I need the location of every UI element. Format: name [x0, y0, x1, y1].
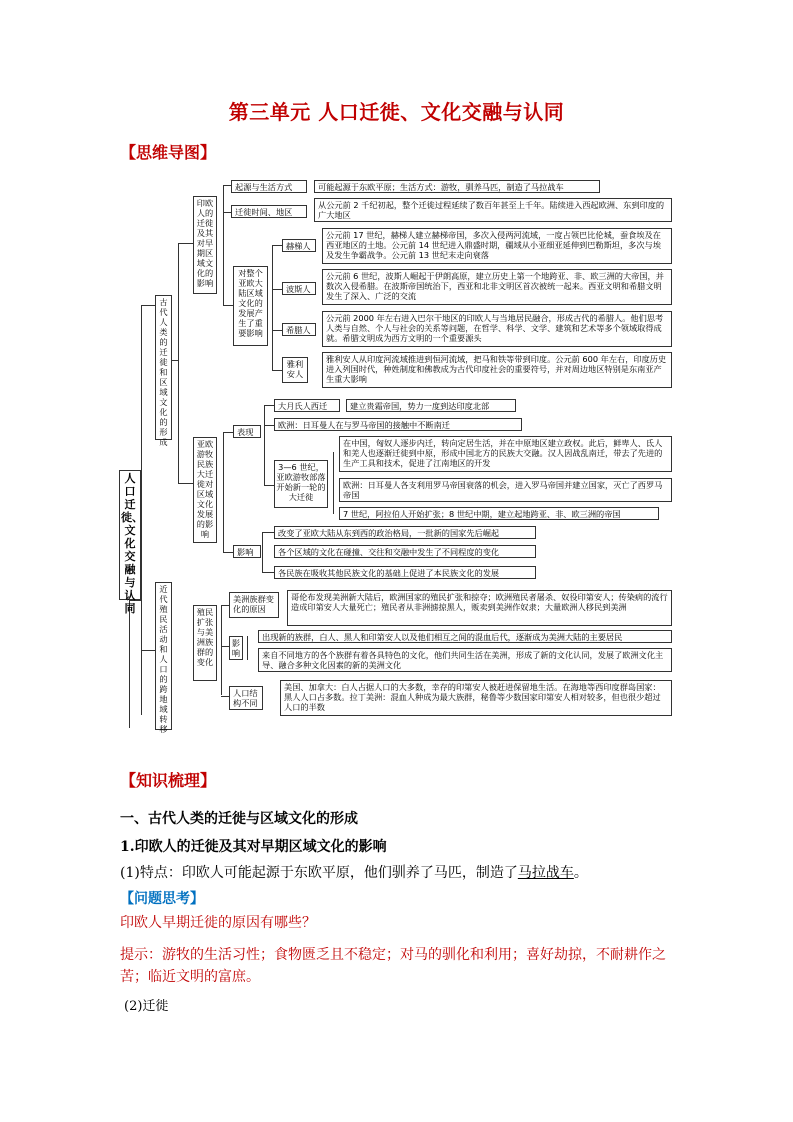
wave-arab-text: 7 世纪，阿拉伯人开始扩张；8 世纪中期，建立起地跨亚、非、欧三洲的帝国 — [339, 507, 659, 520]
performance-label: 表现 — [233, 425, 261, 438]
branch-ancient-migration: 古代人类的迁徙和区域文化的形成 — [155, 295, 172, 440]
connector — [262, 572, 274, 573]
connector — [141, 305, 142, 715]
impact-1: 改变了亚欧大陆从东到西的政治格局，一批新的国家先后崛起 — [274, 526, 536, 539]
connector — [221, 605, 229, 606]
origin-text: 可能起源于东欧平原；生活方式：游牧，驯养马匹，制造了马拉战车 — [314, 180, 600, 193]
effect-label: 影响 — [229, 636, 243, 660]
indo-european-node: 印欧人的迁徙及其对早期区域文化的影响 — [193, 196, 217, 294]
effect-1: 出现新的族群，白人、黑人和印第安人以及他们相互之间的混血后代，逐渐成为美洲大陆的主要居民 — [258, 630, 672, 643]
connector — [141, 305, 155, 306]
connector — [264, 405, 265, 485]
yuezhi-text: 建立贵霜帝国，势力一度到达印度北部 — [346, 399, 516, 412]
aryan-text: 雅利安人从印度河流域推进到恒河流域，把马和铁等带到印度。公元前 600 年左右，印度历史进入列国时代，种姓制度和佛教成为古代印度社会的重要符号，并对周边地区特别是东南亚产生重大影响 — [322, 352, 672, 388]
connector — [333, 452, 334, 514]
wave-europe-text: 欧洲：日耳曼人各支利用罗马帝国衰落的机会，进入罗马帝国并建立国家，灭亡了西罗马帝国 — [339, 478, 672, 502]
reason-text: 哥伦布发现美洲新大陆后，欧洲国家的殖民扩张和掠夺；欧洲殖民者屠杀、奴役印第安人；传染病的流行造成印第安人大量死亡；殖民者从非洲掳掠黑人，贩卖到美洲作奴隶；大量欧洲人移民到美洲 — [287, 590, 672, 626]
migration-heading: (2)迁徙 — [124, 999, 169, 1014]
connector — [178, 483, 193, 484]
time-text: 从公元前 2 千纪初起，整个迁徙过程延续了数百年甚至上千年。陆续进入西起欧洲、东到印度的广大地区 — [314, 198, 672, 222]
eurasia-impact-node: 对整个亚欧大陆区域文化的发展产生了重要影响 — [233, 266, 268, 346]
feature-suffix: 。 — [573, 865, 588, 881]
yuezhi-label: 大月氏人西迁 — [274, 399, 340, 412]
question-heading: 【问题思考】 — [120, 891, 204, 907]
knowledge-heading: 【知识梳理】 — [120, 771, 217, 790]
connector — [262, 532, 274, 533]
hittite-text: 公元前 17 世纪，赫梯人建立赫梯帝国，多次入侵两河流域，一度占领巴比伦城，蚕食埃及在西亚地区的土地。公元前 14 世纪进入鼎盛时期，疆域从小亚细亚延伸到巴勒斯坦，多次与埃及发生争霸战争。公元前 13 世纪末走向衰落 — [322, 228, 672, 264]
connector — [272, 330, 282, 331]
connector — [223, 432, 224, 552]
origin-label: 起源与生活方式 — [231, 180, 307, 193]
reason-label: 美洲族群变化的原因 — [229, 592, 279, 618]
persian-text: 公元前 6 世纪，波斯人崛起于伊朗高原，建立历史上第一个地跨亚、非、欧三洲的大帝国，并数次入侵希腊。在波斯帝国统治下，西亚和北非文明区首次被统一起来。西亚文明和希腊文明发生了深入、广泛的交流 — [322, 269, 672, 305]
connector — [178, 243, 193, 244]
connector — [223, 432, 233, 433]
connector — [247, 636, 248, 660]
aryan-label: 雅利安人 — [282, 357, 308, 383]
europe-text: 欧洲：日耳曼人在与罗马帝国的接触中不断南迁 — [274, 418, 522, 431]
mindmap-heading: 【思维导图】 — [120, 143, 217, 162]
greek-label: 希腊人 — [282, 323, 316, 336]
impact-label: 影响 — [233, 545, 261, 558]
time-label: 迁徙时间、地区 — [231, 205, 307, 218]
connector — [264, 485, 274, 486]
connector — [223, 185, 231, 186]
colonial-expansion-node: 殖民扩张与美洲族群的变化 — [193, 605, 217, 681]
feature-paragraph — [120, 862, 680, 884]
impact-2: 各个区域的文化在碰撞、交往和交融中发生了不同程度的变化 — [274, 545, 536, 558]
connector — [272, 245, 273, 370]
branch-modern-colonial: 近代殖民活动和人口的跨地域转移 — [155, 582, 172, 730]
structure-label: 人口结构不同 — [229, 686, 263, 710]
feature-key: 马拉战车 — [517, 865, 574, 881]
connector — [221, 605, 222, 695]
persian-label: 波斯人 — [282, 282, 316, 295]
connector — [221, 646, 229, 647]
nomad-migration-node: 亚欧游牧民族大迁徙对区域文化发展的影响 — [193, 437, 217, 543]
hint-text: 提示：游牧的生活习性；食物匮乏且不稳定；对马的驯化和利用；喜好劫掠，不耐耕作之苦；临近文明的富庶。 — [120, 947, 666, 985]
page-title: 第三单元 人口迁徙、文化交融与认同 — [228, 100, 565, 124]
hittite-label: 赫梯人 — [282, 239, 316, 252]
connector — [272, 245, 282, 246]
connector — [223, 212, 231, 213]
connector — [221, 696, 229, 697]
section-1-1-heading: 1.印欧人的迁徙及其对早期区域文化的影响 — [120, 839, 387, 855]
connector — [223, 185, 224, 305]
section-1-heading: 一、古代人类的迁徙与区域文化的形成 — [120, 811, 358, 827]
greek-text: 公元前 2000 年左右进入巴尔干地区的印欧人与当地居民融合，形成古代的希腊人。他们思考人类与自然、个人与社会的关系等问题，在哲学、科学、文学、建筑和艺术等多个领域取得成就。希腊文明成为西方文明的一个重要源头 — [322, 311, 672, 347]
connector — [264, 425, 274, 426]
connector — [141, 650, 155, 651]
wave-china-text: 在中国，匈奴人逐步内迁，转向定居生活，并在中原地区建立政权。此后，鲜卑人、氐人和羌人也逐渐迁徙到中原，形成中国北方的民族大交融。汉人因战乱南迁，带去了先进的生产工具和技术，促进了江南地区的开发 — [339, 436, 672, 472]
connector — [264, 405, 274, 406]
wave-label: 3—6 世纪，亚欧游牧部落开始新一轮的大迁徙 — [274, 460, 328, 508]
effect-2: 来自不同地方的各个族群有着各具特色的文化，他们共同生活在美洲，形成了新的文化认同，发展了欧洲文化主导、融合多种文化因素的新的美洲文化 — [258, 648, 672, 672]
connector — [272, 289, 282, 290]
connector — [272, 370, 282, 371]
connector — [223, 552, 233, 553]
connector — [223, 305, 233, 306]
connector — [178, 243, 179, 483]
mindmap-root: 人口迁徙、文化交融与认同 — [121, 472, 143, 615]
impact-3: 各民族在吸收其他民族文化的基础上促进了本民族文化的发展 — [274, 566, 536, 579]
question-text: 印欧人早期迁徙的原因有哪些？ — [120, 915, 316, 931]
connector — [262, 532, 263, 572]
feature-prefix: (1)特点：印欧人可能起源于东欧平原，他们驯养了马匹，制造了 — [120, 865, 518, 881]
structure-text: 美国、加拿大：白人占据人口的大多数，幸存的印第安人被赶进保留地生活。在海地等西印度群岛国家：黑人人口占多数。拉丁美洲：混血人种成为最大族群，秘鲁等少数国家印第安人相对较多，但也很少超过人口的半数 — [280, 680, 672, 716]
